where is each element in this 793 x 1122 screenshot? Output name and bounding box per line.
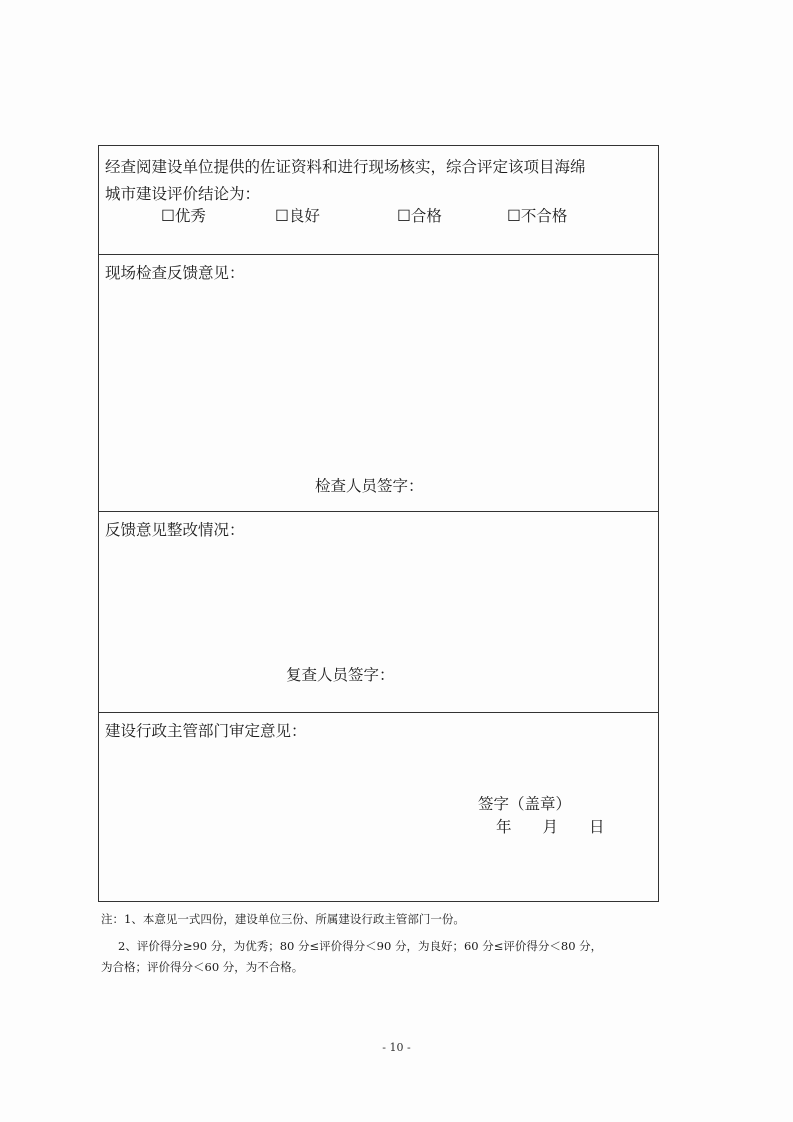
note-line-3: 为合格；评价得分＜60 分，为不合格。: [101, 960, 304, 974]
rectification-heading: 反馈意见整改情况：: [105, 521, 245, 539]
evaluation-intro-line1: 经查阅建设单位提供的佐证资料和进行现场核实，综合评定该项目海绵: [105, 158, 586, 176]
evaluation-section: [99, 146, 658, 255]
field-check-heading: 现场检查反馈意见：: [105, 264, 245, 282]
field-check-section[interactable]: [99, 255, 658, 512]
note-line-2: 2、评价得分≥90 分，为优秀；80 分≤评价得分＜90 分，为良好；60 分≤评价得分＜80 分，: [118, 939, 603, 953]
option-good-checkbox[interactable]: ☐良好: [275, 207, 320, 225]
page-number: - 10 -: [382, 1041, 411, 1054]
review-form-table: [98, 145, 659, 902]
option-excellent-checkbox[interactable]: ☐优秀: [161, 207, 206, 225]
note-line-1: 注：1、本意见一式四份，建设单位三份、所属建设行政主管部门一份。: [101, 912, 465, 926]
inspector-signature-label: 检查人员签字：: [315, 477, 424, 495]
reviewer-signature-label: 复查人员签字：: [286, 666, 395, 684]
evaluation-intro-line2: 城市建设评价结论为：: [105, 185, 261, 203]
rectification-section[interactable]: [99, 512, 658, 713]
authority-signature-label: 签字（盖章）: [478, 795, 572, 813]
authority-heading: 建设行政主管部门审定意见：: [105, 722, 307, 740]
authority-date-label: 年 月 日: [496, 818, 605, 836]
authority-section[interactable]: [99, 713, 658, 901]
option-fail-checkbox[interactable]: ☐不合格: [507, 207, 568, 225]
option-pass-checkbox[interactable]: ☐合格: [397, 207, 442, 225]
